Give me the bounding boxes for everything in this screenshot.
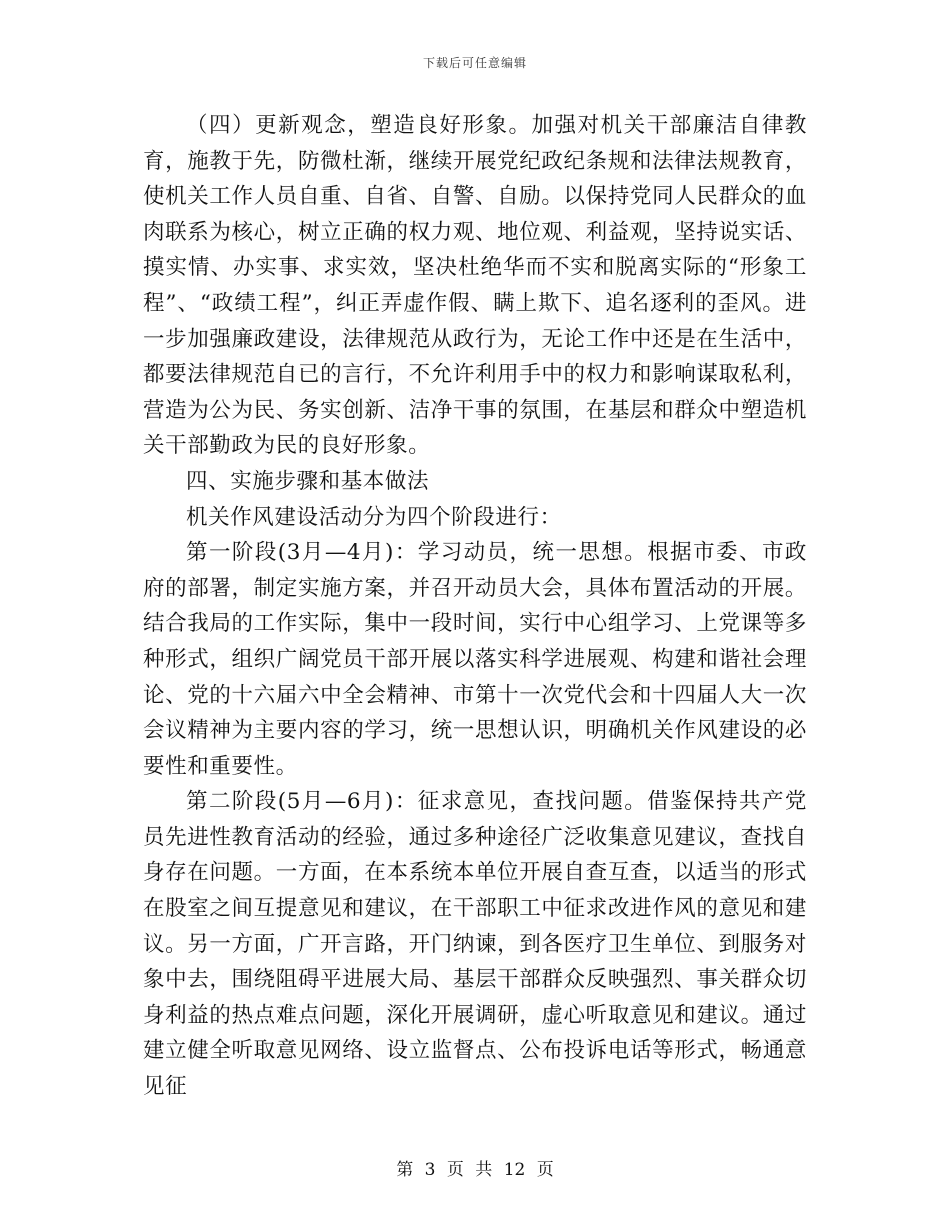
document-body (143, 108, 807, 1105)
page-number-footer: 第 3 页 共 12 页 (396, 1160, 554, 1180)
paragraph-section-four: （四）更新观念，塑造良好形象。加强对机关干部廉洁自律教育，施教于先，防微杜渐，继续开展党纪政纪条规和法律法规教育，使机关工作人员自重、自省、自警、自励。以保持党同人民群众的血肉联系为核心，树立正确的权力观、地位观、利益观，坚持说实话、摸实情、办实事、求实效，坚决杜绝华而不实和脱离实际的“形象工程”、“政绩工程”，纠正弄虚作假、瞒上欺下、追名逐利的歪风。进一步加强廉政建设，法律规范从政行为，无论工作中还是在生活中，都要法律规范自已的言行，不允许利用手中的权力和影响谋取私利，营造为公为民、务实创新、洁净干事的氛围，在基层和群众中塑造机关干部勤政为民的良好形象。 (143, 113, 807, 459)
page-header-note: 下载后可任意编辑 (422, 56, 527, 70)
heading-implementation-steps: 四、实施步骤和基本做法 (186, 468, 430, 494)
paragraph-stage-two: 第二阶段(5月—6月)：征求意见，查找问题。借鉴保持共产党员先进性教育活动的经验，通过多种途径广泛收集意见建议，查找自身存在问题。一方面，在本系统本单位开展自查互查，以适当的形式在股室之间互提意见和建议，在干部职工中征求改进作风的意见和建议。另一方面，广开言路，开门纳谏，到各医疗卫生单位、到服务对象中去，围绕阻碍平进展大局、基层干部群众反映强烈、事关群众切身利益的热点难点问题，深化开展调研，虚心听取意见和建议。通过建立健全听取意见网络、设立监督点、公布投诉电话等形式，畅通意见征 (143, 789, 807, 1100)
paragraph-stages-intro: 机关作风建设活动分为四个阶段进行： (186, 504, 562, 530)
paragraph-stage-one: 第一阶段(3月—4月)：学习动员，统一思想。根据市委、市政府的部署，制定实施方案，并召开动员大会，具体布置活动的开展。结合我局的工作实际，集中一段时间，实行中心组学习、上党课等多种形式，组织广阔党员干部开展以落实科学进展观、构建和谐社会理论、党的十六届六中全会精神、市第十一次党代会和十四届人大一次会议精神为主要内容的学习，统一思想认识，明确机关作风建设的必要性和重要性。 (143, 540, 807, 779)
